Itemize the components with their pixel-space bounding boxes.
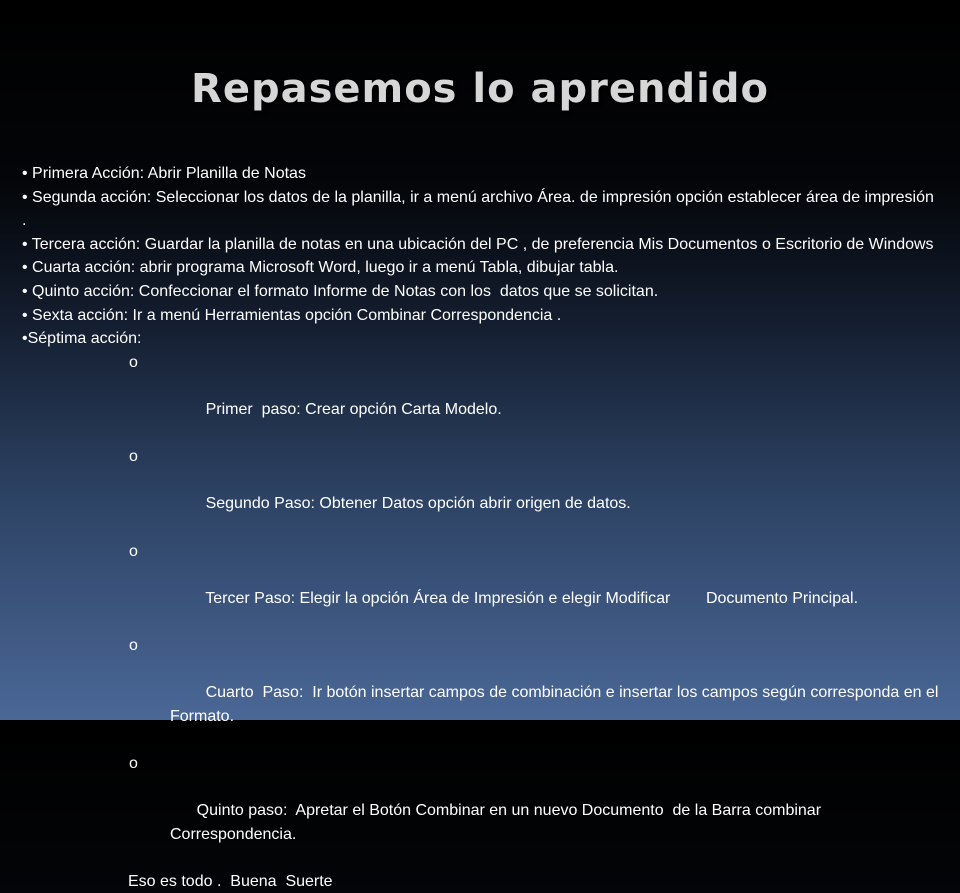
sub-step-marker: o — [129, 754, 138, 772]
sub-step — [22, 540, 942, 634]
slide-title: Repasemos lo aprendido — [191, 66, 769, 112]
sub-step-text: Primer paso: Crear opción Carta Modelo. — [196, 400, 502, 418]
bullet-item: • Primera Acción: Abrir Planilla de Notas — [22, 165, 306, 182]
sub-step-marker: o — [129, 636, 138, 654]
sub-step — [22, 634, 942, 752]
bullet-item: • Quinto acción: Confeccionar el formato Informe de Notas con los datos que se solicitan. — [22, 282, 659, 300]
slide-body — [22, 162, 942, 893]
sub-step-text: Cuarto Paso: Ir botón insertar campos de combinación e insertar los campos según corresponda en el Formato. — [170, 684, 943, 725]
sub-step-marker: o — [129, 448, 138, 466]
closing-text: Eso es todo . Buena Suerte — [128, 872, 333, 890]
sub-step-marker: o — [129, 353, 138, 371]
sub-step-text: Segundo Paso: Obtener Datos opción abrir origen de datos. — [196, 495, 631, 513]
bullet-item: •Séptima acción: — [22, 330, 142, 348]
bullet-item: • Segunda acción: Seleccionar los datos de la planilla, ir a menú archivo Área. de impresión opción establecer área de impresión . — [22, 188, 934, 230]
sub-step — [22, 351, 942, 445]
bullet-item: • Cuarta acción: abrir programa Microsoft Word, luego ir a menú Tabla, dibujar tabla. — [22, 259, 619, 277]
sub-step — [22, 445, 942, 539]
bullet-item: • Sexta acción: Ir a menú Herramientas opción Combinar Correspondencia . — [22, 306, 562, 324]
sub-step-text: Tercer Paso: Elegir la opción Área de Impresión e elegir Modificar Documento Principal. — [196, 589, 859, 607]
sub-step-text: Quinto paso: Apretar el Botón Combinar en un nuevo Documento de la Barra combinar Correspondencia. — [170, 802, 826, 843]
bullet-item: • Tercera acción: Guardar la planilla de notas en una ubicación del PC , de preferencia Mis Documentos o Escritorio de Windows — [22, 235, 934, 253]
sub-step — [22, 752, 942, 870]
sub-step-marker: o — [129, 542, 138, 560]
